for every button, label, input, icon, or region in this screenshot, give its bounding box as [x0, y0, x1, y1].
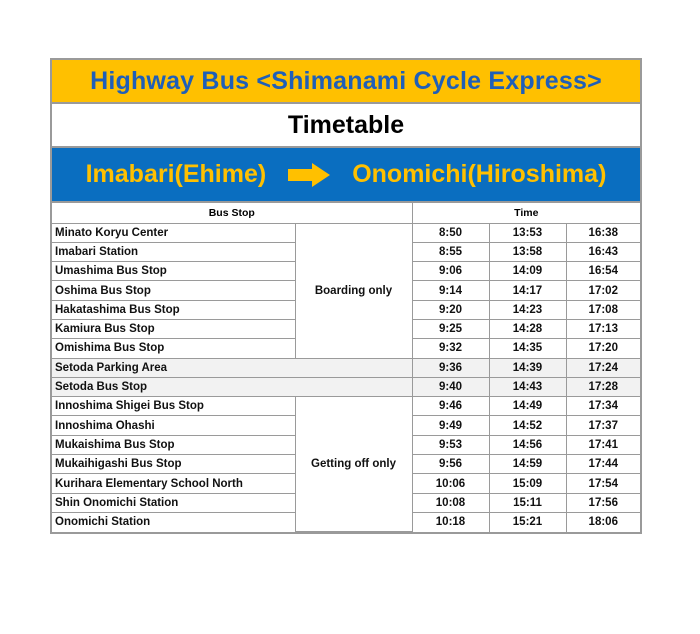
bus-title: Highway Bus <Shimanami Cycle Express>	[52, 60, 640, 104]
time-cell: 18:06	[566, 512, 640, 531]
time-cell: 14:43	[489, 377, 566, 396]
time-cell: 17:13	[566, 319, 640, 338]
time-cell: 15:21	[489, 512, 566, 531]
stop-name: Kamiura Bus Stop	[52, 319, 295, 338]
time-cell: 15:09	[489, 474, 566, 493]
time-cell: 17:02	[566, 281, 640, 300]
stop-name: Setoda Parking Area	[52, 358, 412, 377]
time-cell: 17:08	[566, 300, 640, 319]
time-cell: 14:09	[489, 262, 566, 281]
time-cell: 9:36	[412, 358, 489, 377]
table-row	[52, 223, 640, 242]
time-cell: 9:25	[412, 319, 489, 338]
stop-name: Kurihara Elementary School North	[52, 474, 295, 493]
time-cell: 14:59	[489, 455, 566, 474]
time-cell: 16:54	[566, 262, 640, 281]
stop-name: Oshima Bus Stop	[52, 281, 295, 300]
time-cell: 9:14	[412, 281, 489, 300]
time-cell: 13:53	[489, 223, 566, 242]
time-cell: 17:41	[566, 435, 640, 454]
table-row	[52, 377, 640, 396]
stop-name: Innoshima Ohashi	[52, 416, 295, 435]
time-cell: 9:06	[412, 262, 489, 281]
getting-off-only-note: Getting off only	[295, 397, 412, 532]
table-row	[52, 397, 640, 416]
stop-name: Onomichi Station	[52, 512, 295, 531]
time-cell: 14:49	[489, 397, 566, 416]
time-cell: 10:18	[412, 512, 489, 531]
time-cell: 17:20	[566, 339, 640, 358]
time-cell: 9:49	[412, 416, 489, 435]
time-cell: 9:40	[412, 377, 489, 396]
time-cell: 10:08	[412, 493, 489, 512]
timetable-table	[52, 203, 640, 532]
time-cell: 10:06	[412, 474, 489, 493]
time-cell: 16:38	[566, 223, 640, 242]
timetable-sheet	[50, 58, 642, 534]
table-header-row	[52, 203, 640, 223]
time-cell: 9:20	[412, 300, 489, 319]
time-header: Time	[412, 203, 640, 223]
table-row	[52, 358, 640, 377]
time-cell: 15:11	[489, 493, 566, 512]
stop-name: Umashima Bus Stop	[52, 262, 295, 281]
time-cell: 17:56	[566, 493, 640, 512]
time-cell: 14:35	[489, 339, 566, 358]
route-destination: Onomichi(Hiroshima)	[352, 160, 607, 188]
time-cell: 14:56	[489, 435, 566, 454]
stop-name: Mukaihigashi Bus Stop	[52, 455, 295, 474]
time-cell: 9:32	[412, 339, 489, 358]
time-cell: 17:44	[566, 455, 640, 474]
time-cell: 9:46	[412, 397, 489, 416]
time-cell: 14:39	[489, 358, 566, 377]
time-cell: 9:56	[412, 455, 489, 474]
bus-stop-header: Bus Stop	[52, 203, 412, 223]
stop-name: Minato Koryu Center	[52, 223, 295, 242]
time-cell: 14:28	[489, 319, 566, 338]
stop-name: Omishima Bus Stop	[52, 339, 295, 358]
time-cell: 17:54	[566, 474, 640, 493]
time-cell: 17:34	[566, 397, 640, 416]
time-cell: 17:24	[566, 358, 640, 377]
time-cell: 9:53	[412, 435, 489, 454]
stop-name: Hakatashima Bus Stop	[52, 300, 295, 319]
time-cell: 13:58	[489, 242, 566, 261]
time-cell: 16:43	[566, 242, 640, 261]
time-cell: 14:52	[489, 416, 566, 435]
route-origin: Imabari(Ehime)	[85, 160, 267, 188]
route-banner	[52, 148, 640, 203]
stop-name: Mukaishima Bus Stop	[52, 435, 295, 454]
stop-name: Innoshima Shigei Bus Stop	[52, 397, 295, 416]
time-cell: 17:28	[566, 377, 640, 396]
stop-name: Imabari Station	[52, 242, 295, 261]
time-cell: 17:37	[566, 416, 640, 435]
stop-name: Shin Onomichi Station	[52, 493, 295, 512]
timetable-heading: Timetable	[52, 104, 640, 148]
boarding-only-note: Boarding only	[295, 223, 412, 358]
time-cell: 8:55	[412, 242, 489, 261]
time-cell: 8:50	[412, 223, 489, 242]
time-cell: 14:23	[489, 300, 566, 319]
time-cell: 14:17	[489, 281, 566, 300]
stop-name: Setoda Bus Stop	[52, 377, 412, 396]
right-arrow-icon	[288, 163, 330, 187]
